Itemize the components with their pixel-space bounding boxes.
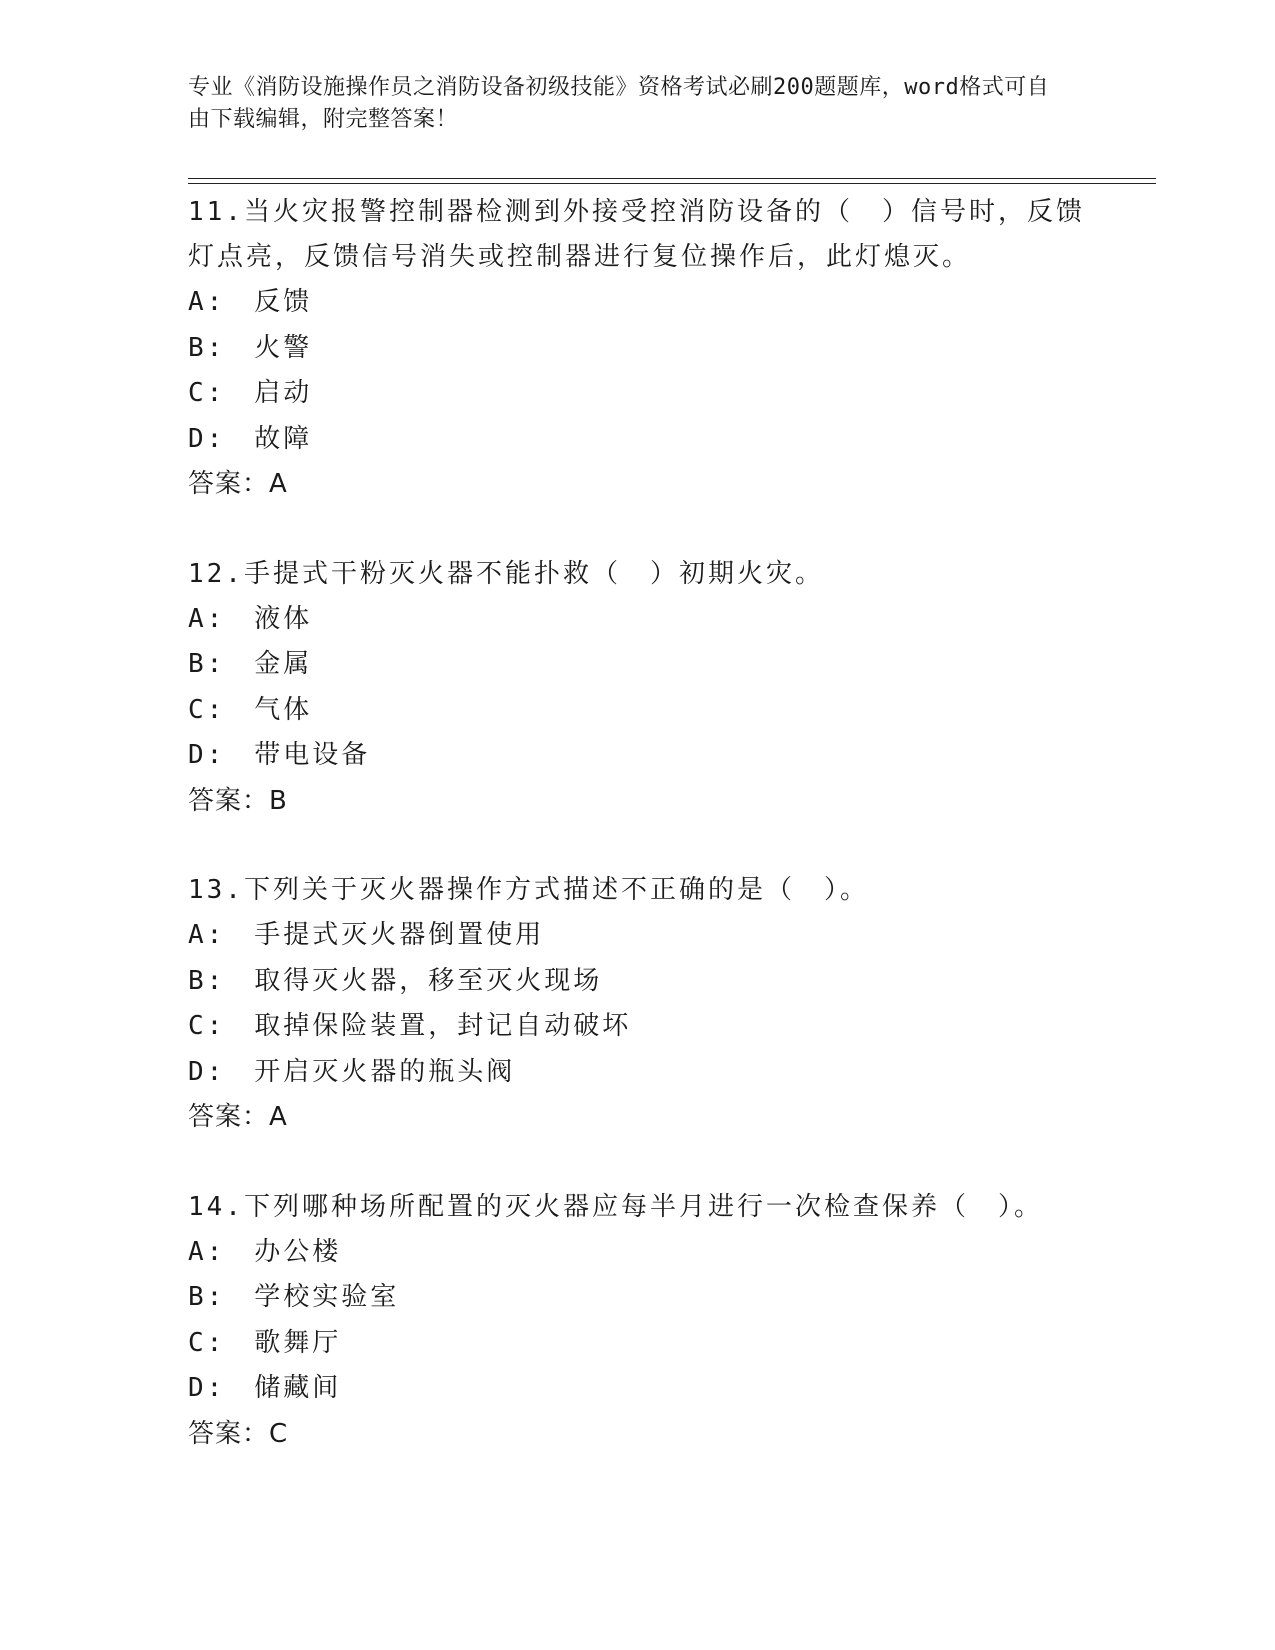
question-14	[188, 1185, 1088, 1458]
question-spacer	[188, 824, 1088, 868]
question-spacer	[188, 1141, 1088, 1185]
option-c: C: 取掉保险装置，封记自动破坏	[188, 1011, 632, 1041]
option-c: C: 歌舞厅	[188, 1327, 342, 1358]
option-b: B: 取得灭火器，移至灭火现场	[188, 965, 603, 996]
question-text: 12.手提式干粉灭火器不能扑救（ ）初期火灾。	[188, 558, 824, 589]
question-text: 11.当火灾报警控制器检测到外接受控消防设备的（ ）信号时，反馈灯点亮，反馈信号消失或控制器进行复位操作后，此灯熄灭。	[188, 197, 1085, 272]
option-c: C: 启动	[188, 378, 313, 408]
header-divider-top	[188, 178, 1156, 179]
answer-label: 答案：C	[188, 1418, 289, 1449]
option-d: D: 储藏间	[188, 1373, 342, 1403]
question-spacer	[188, 508, 1088, 552]
option-a: A: 反馈	[188, 287, 313, 317]
option-d: D: 带电设备	[188, 740, 371, 770]
answer-label: 答案：A	[188, 1102, 288, 1132]
question-text: 13.下列关于灭火器操作方式描述不正确的是（ ）。	[188, 875, 869, 905]
option-b: B: 学校实验室	[188, 1282, 400, 1312]
question-11	[188, 190, 1088, 508]
option-c: C: 气体	[188, 694, 313, 725]
option-b: B: 金属	[188, 649, 313, 679]
option-a: A: 手提式灭火器倒置使用	[188, 920, 545, 950]
option-a: A: 办公楼	[188, 1236, 342, 1267]
option-d: D: 故障	[188, 423, 313, 454]
header-divider-bottom	[188, 183, 1156, 184]
question-list	[188, 190, 1088, 1457]
answer-label: 答案：B	[188, 785, 288, 816]
option-a: A: 液体	[188, 603, 313, 634]
document-intro: 专业《消防设施操作员之消防设备初级技能》资格考试必刷200题题库，word格式可自由下载编辑，附完整答案！	[188, 75, 1050, 132]
question-text: 14.下列哪种场所配置的灭火器应每半月进行一次检查保养（ ）。	[188, 1191, 1043, 1222]
option-b: B: 火警	[188, 332, 313, 363]
answer-label: 答案：A	[188, 469, 288, 499]
option-d: D: 开启灭火器的瓶头阀	[188, 1056, 516, 1087]
question-12	[188, 552, 1088, 825]
question-13	[188, 868, 1088, 1141]
